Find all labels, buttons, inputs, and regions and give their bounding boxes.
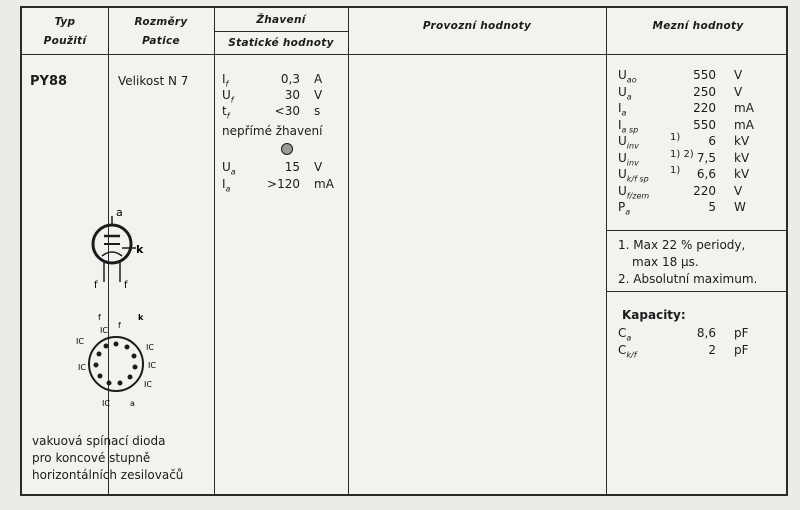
limit-row-unit: kV xyxy=(734,167,750,181)
limit-row-unit: mA xyxy=(734,117,754,132)
limit-row-value: 7,5 xyxy=(696,150,716,165)
capacity-row-subscript: a xyxy=(626,333,632,343)
header-pouziti: Použití xyxy=(43,35,87,47)
pin-label: IC xyxy=(148,361,156,370)
limit-row-value: 250 xyxy=(693,84,716,99)
indirect-heating-symbol xyxy=(280,142,294,156)
pin-label: IC xyxy=(102,399,110,408)
limit-row-symbol: $U_{k/f sp}$ xyxy=(618,167,649,184)
pin-label: IC xyxy=(144,380,152,389)
limit-row-value: 550 xyxy=(693,117,716,132)
heating-row-symbol: $t_f$ xyxy=(222,104,230,121)
cathode-label: k xyxy=(136,243,144,256)
tube-symbol-diagram xyxy=(78,204,158,290)
limit-row-value: 6 xyxy=(708,134,716,148)
note-2: 2. Absolutní maximum. xyxy=(618,272,758,286)
description-line-1: vakuová spínací dioda xyxy=(32,434,166,448)
heating-row-subscript: f xyxy=(225,79,229,89)
heating-row-unit: A xyxy=(314,72,323,86)
pin-label: IC xyxy=(78,363,86,372)
limit-row-subscript: a xyxy=(625,207,631,217)
header-rozmery: Rozměry xyxy=(134,16,188,28)
limit-row-symbol: $I_{a sp}$ xyxy=(618,117,639,134)
heating-row-subscript: f xyxy=(230,95,234,105)
pin-label: IC xyxy=(76,337,84,346)
socket-pins xyxy=(94,342,138,386)
capacity-row-subscript: k/f xyxy=(626,350,637,360)
limit-row-footnote: 1) xyxy=(670,132,681,143)
capacity-row-symbol: $C_{k/f}$ xyxy=(618,343,637,360)
limit-row-unit: mA xyxy=(734,101,754,115)
limit-row-unit: V xyxy=(734,84,743,99)
limit-row-symbol: $U_a$ xyxy=(618,84,632,101)
capacity-row-unit: pF xyxy=(734,326,749,340)
filament-label-1: f xyxy=(94,280,98,290)
heating-row-value: 0,3 xyxy=(280,72,300,86)
notes-divider xyxy=(606,230,786,231)
pin-label: a xyxy=(130,399,135,408)
datasheet-table xyxy=(20,6,788,496)
anode-label: a xyxy=(116,206,123,219)
header-mezni: Mezní hodnoty xyxy=(652,20,744,32)
tube-size: Velikost N 7 xyxy=(118,74,189,88)
heating-row-subscript: f xyxy=(226,111,230,121)
limit-row-subscript: k/f sp xyxy=(626,174,649,184)
limit-row-subscript: inv xyxy=(626,141,639,151)
pin-label: IC xyxy=(146,343,154,352)
limit-row-subscript: ao xyxy=(626,75,637,85)
limit-row-footnote: 1) xyxy=(670,165,681,176)
limit-row-value: 220 xyxy=(693,183,716,198)
capacity-row-value: 8,6 xyxy=(696,326,716,340)
limit-row-symbol: $U_{inv}$ xyxy=(618,134,639,151)
limit-row-footnote: 1) 2) xyxy=(670,148,694,160)
capacities-title: Kapacity: xyxy=(622,308,686,322)
limit-row-value: 220 xyxy=(693,101,716,115)
heating-row-symbol: $U_f$ xyxy=(222,88,234,105)
column-divider xyxy=(348,8,349,494)
limit-row-value: 550 xyxy=(693,68,716,82)
pin-label: f xyxy=(98,313,101,322)
header-staticke: Statické hodnoty xyxy=(228,37,334,49)
limit-row-symbol: $P_a$ xyxy=(618,200,631,217)
heating-row-value: <30 xyxy=(274,104,300,118)
limit-row-value: 5 xyxy=(708,200,716,214)
static-row-subscript: a xyxy=(225,184,231,194)
header-typ: Typ xyxy=(54,16,76,28)
capacities-divider xyxy=(606,291,786,292)
note-1-cont: max 18 µs. xyxy=(632,255,699,269)
limit-row-symbol: $I_a$ xyxy=(618,101,627,118)
description-line-3: horizontálních zesilovačů xyxy=(32,468,184,482)
limit-row-unit: V xyxy=(734,183,743,198)
capacity-row-unit: pF xyxy=(734,343,749,357)
limit-row-subscript: a xyxy=(626,91,632,101)
header-provozni: Provozní hodnoty xyxy=(422,20,532,32)
description-line-2: pro koncové stupně xyxy=(32,451,151,465)
column-divider xyxy=(214,8,215,494)
capacity-row-symbol: $C_a$ xyxy=(618,326,632,343)
heating-row-symbol: $I_f$ xyxy=(222,72,229,89)
limit-row-unit: kV xyxy=(734,134,750,148)
socket-pinout-diagram xyxy=(60,308,170,412)
static-row-subscript: a xyxy=(230,167,236,177)
limit-row-unit: kV xyxy=(734,150,750,165)
static-row-value: 15 xyxy=(284,160,300,174)
limit-row-subscript: inv xyxy=(626,157,639,167)
limit-row-symbol: $U_{inv}$ xyxy=(618,150,639,167)
header-patice: Patice xyxy=(142,35,180,47)
static-row-symbol: $I_a$ xyxy=(222,177,231,194)
limit-row-unit: V xyxy=(734,68,743,82)
heating-row-unit: s xyxy=(314,104,321,118)
limit-row-symbol: $U_{ao}$ xyxy=(618,68,637,85)
heating-row-unit: V xyxy=(314,88,323,102)
filament-label-2: f xyxy=(124,280,128,290)
header-zhaveni: Žhavení xyxy=(256,14,306,26)
limit-row-value: 6,6 xyxy=(696,167,716,181)
note-1: 1. Max 22 % periody, xyxy=(618,238,746,252)
limit-row-unit: W xyxy=(734,200,746,214)
static-row-symbol: $U_a$ xyxy=(222,160,236,177)
limit-row-subscript: a xyxy=(621,108,627,118)
limit-row-subscript: f/zem xyxy=(626,190,650,200)
heating-row-value: 30 xyxy=(284,88,300,102)
pin-label: IC xyxy=(100,326,108,335)
pin-label: f xyxy=(118,321,121,330)
limit-row-symbol: $U_{f/zem}$ xyxy=(618,183,650,200)
limit-row-subscript: a sp xyxy=(621,124,639,134)
static-row-unit: mA xyxy=(314,177,334,191)
capacity-row-value: 2 xyxy=(708,343,716,357)
static-row-unit: V xyxy=(314,160,323,174)
column-divider xyxy=(606,8,607,494)
heating-note: nepřímé žhavení xyxy=(222,124,323,138)
header-divider xyxy=(22,54,786,55)
heating-header-divider xyxy=(214,31,348,32)
static-row-value: >120 xyxy=(267,177,300,191)
tube-type: PY88 xyxy=(30,74,68,89)
pin-label: k xyxy=(138,313,144,322)
